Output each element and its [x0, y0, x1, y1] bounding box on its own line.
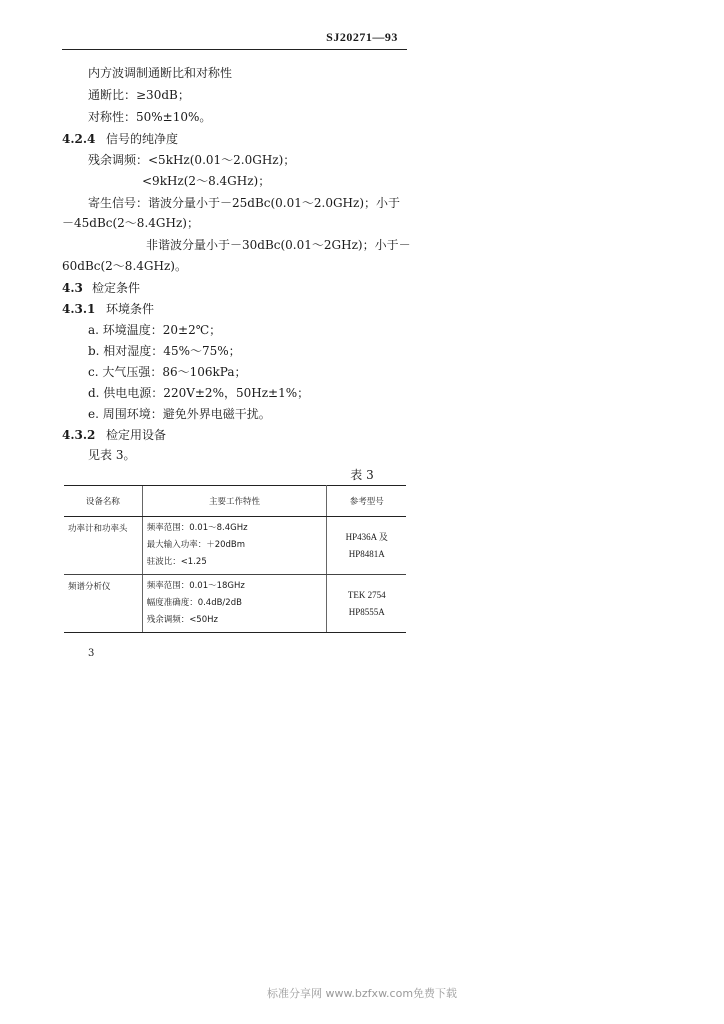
see-table-note: 见表 3。	[88, 448, 136, 462]
model-line: HP8481A	[348, 548, 385, 559]
condition-pressure: c. 大气压强：86～106kPa；	[88, 365, 247, 379]
header-main-characteristics: 主要工作特性	[142, 486, 327, 517]
table-header-row	[64, 486, 406, 517]
model-cell	[327, 575, 406, 633]
equipment-name: 功率计和功率头	[64, 517, 142, 575]
section-4-3-2-number: 4.3.2	[62, 428, 96, 442]
condition-temperature: a. 环境温度：20±2℃；	[88, 323, 222, 337]
residual-fm-1: 残余调频：<5kHz(0.01～2.0GHz)；	[88, 153, 296, 167]
section-4-3-number: 4.3	[62, 281, 83, 295]
watermark-link[interactable]: 标准分享网 www.bzfxw.com免费下载	[266, 987, 458, 1000]
model-line: TEK 2754	[347, 589, 386, 600]
residual-fm-2: <9kHz(2～8.4GHz)；	[142, 174, 271, 188]
section-4-3-2-title: 检定用设备	[106, 428, 167, 442]
spurious-harmonic: 寄生信号：谐波分量小于－25dBc(0.01～2.0GHz)；小于	[88, 196, 401, 210]
equipment-name: 频谱分析仪	[64, 575, 142, 633]
model-line: HP8555A	[348, 606, 385, 617]
section-4-3-1-title: 环境条件	[106, 302, 155, 316]
spec-line: 频率范围：0.01～8.4GHz	[146, 523, 248, 533]
spec-line: 最大输入功率：＋20dBm	[146, 540, 246, 550]
section-4-3-1-number: 4.3.1	[62, 302, 96, 316]
on-off-ratio: 通断比：≥30dB；	[88, 88, 190, 102]
condition-humidity: b. 相对湿度：45%～75%；	[88, 344, 241, 358]
model-cell	[327, 517, 406, 575]
table-row	[64, 575, 406, 633]
spec-line: 驻波比：<1.25	[146, 557, 207, 567]
spec-line: 频率范围：0.01～18GHz	[146, 581, 245, 591]
document-code-header: SJ20271—93	[326, 30, 398, 44]
spurious-nonharmonic: 非谐波分量小于－30dBc(0.01～2GHz)；小于－	[146, 238, 411, 252]
table-row	[64, 517, 406, 575]
modulation-heading: 内方波调制通断比和对称性	[88, 66, 233, 80]
table-caption: 表 3	[350, 468, 374, 482]
spec-line: 残余调频：<50Hz	[146, 615, 218, 625]
model-line: HP436A 及	[345, 531, 388, 542]
section-4-2-4-title: 信号的纯净度	[106, 132, 179, 146]
header-equipment-name: 设备名称	[64, 486, 142, 517]
spec-cell	[142, 575, 327, 633]
condition-environment: e. 周围环境：避免外界电磁干扰。	[88, 407, 271, 421]
equipment-table	[64, 485, 406, 633]
header-reference-model: 参考型号	[327, 486, 406, 517]
spurious-nonharmonic-cont: 60dBc(2～8.4GHz)。	[62, 259, 187, 273]
spec-cell	[142, 517, 327, 575]
condition-power: d. 供电电源：220V±2%，50Hz±1%；	[88, 386, 310, 400]
spurious-harmonic-cont: －45dBc(2～8.4GHz)；	[62, 216, 199, 230]
header-rule	[62, 49, 407, 50]
page-number: 3	[88, 648, 95, 659]
section-4-3-title: 检定条件	[92, 281, 141, 295]
spec-line: 幅度准确度：0.4dB/2dB	[146, 598, 242, 608]
symmetry: 对称性：50%±10%。	[88, 110, 212, 124]
section-4-2-4-number: 4.2.4	[62, 132, 96, 146]
